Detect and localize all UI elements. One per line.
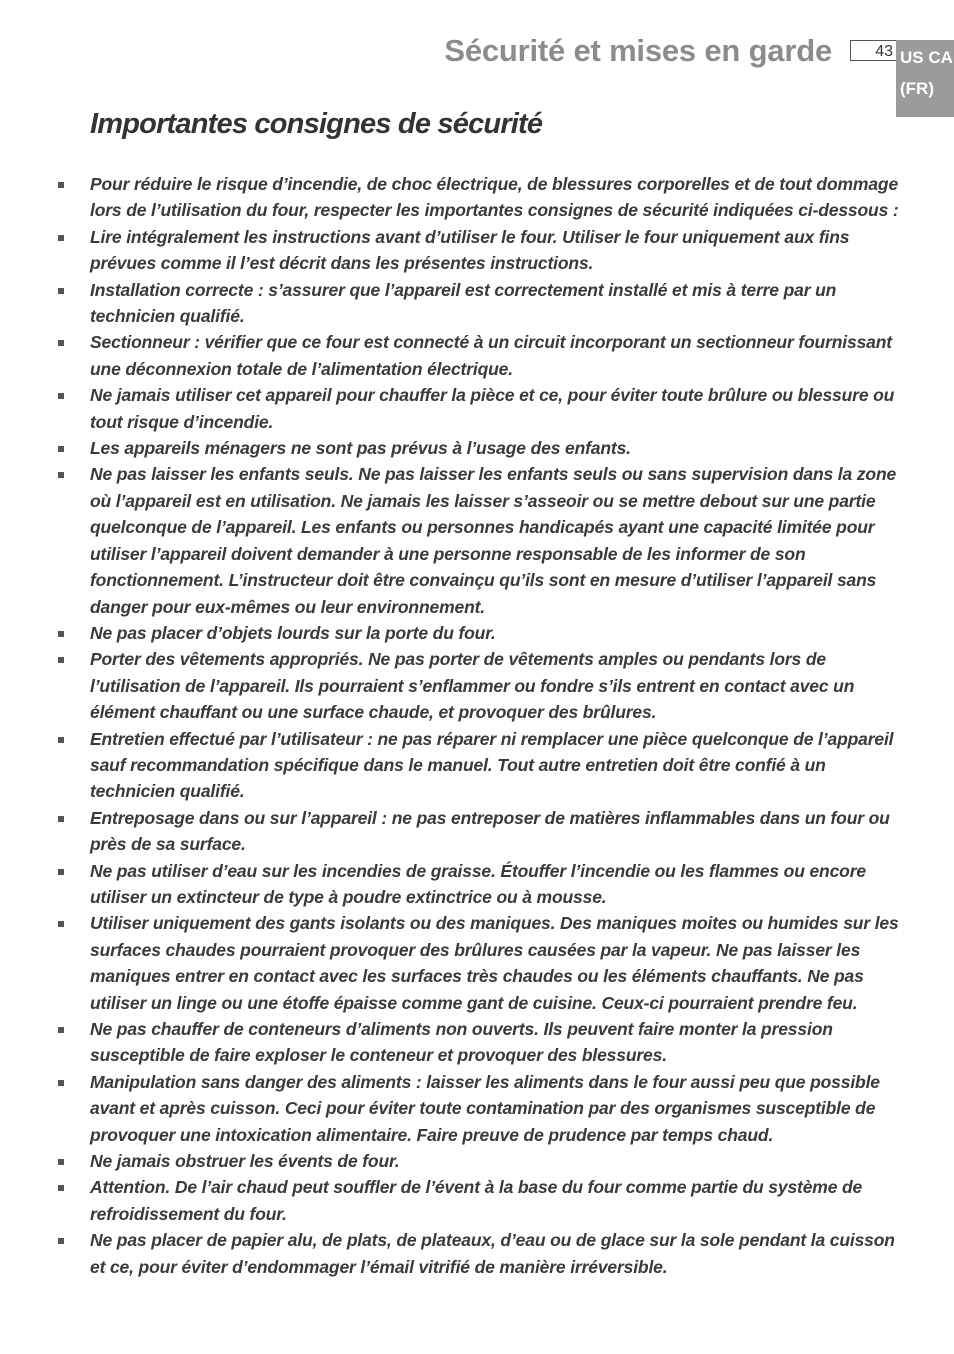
bullet-icon [58,446,64,452]
list-item [0,858,900,911]
bullet-icon [58,1080,64,1086]
list-item-text: Ne pas laisser les enfants seuls. Ne pas laisser les enfants seuls ou sans supervision dans la zone où l’appareil est en utilisation. Ne jamais les laisser s’asseoir ou se mettre debout sur une partie quelconque de l’appareil. Les enfants ou personnes handicapés ayant une capacité limitée pour utiliser l’appareil doivent demander à une personne responsable de les informer de son fonctionnement. L’instructeur doit être convainçu qu’ils sont en mesure d’utiliser l’appareil sans danger pour eux-mêmes ou leur environnement. [90,464,897,617]
bullet-icon [58,921,64,927]
bullet-icon [58,288,64,294]
bullet-icon [58,472,64,478]
region-tab [896,40,954,117]
list-item-text: Ne pas placer d’objets lourds sur la porte du four. [90,622,496,643]
region-tab-line2: (FR) [900,79,934,98]
list-item-text: Lire intégralement les instructions avant d’utiliser le four. Utiliser le four uniquement aux fins prévues comme il l’est décrit dans les présentes instructions. [90,226,850,274]
list-item [0,461,900,619]
bullet-icon [58,1238,64,1244]
bullet-icon [58,869,64,875]
bullet-icon [58,1185,64,1191]
bullet-icon [58,1027,64,1033]
list-item-text: Ne pas chauffer de conteneurs d’aliments non ouverts. Ils peuvent faire monter la pression susceptible de faire exploser le conteneur et provoquer des blessures. [90,1019,833,1066]
list-item [0,726,900,805]
list-item-text: Installation correcte : s’assurer que l’appareil est correctement installé et mis à terre par un technicien qualifié. [90,279,837,327]
list-item-text: Entretien effectué par l’utilisateur : ne pas réparer ni remplacer une pièce quelconque de l’appareil sauf recommandation spécifique dans le manuel. Tout autre entretien doit être confié à un technicien qualifié. [90,728,894,802]
bullet-icon [58,1159,64,1165]
list-item [0,1069,900,1148]
list-item [0,805,900,858]
list-item [0,1174,900,1227]
list-item-text: Sectionneur : vérifier que ce four est connecté à un circuit incorporant un sectionneur fournissant une déconnexion totale de l’alimentation électrique. [90,332,892,379]
list-item [0,329,900,382]
list-item [0,1227,900,1280]
list-item-text: Porter des vêtements appropriés. Ne pas porter de vêtements amples ou pendants lors de l’utilisation de l’appareil. Ils pourraient s’enflammer ou fondre s’ils entrent en contact avec un élément chauffant ou une surface chaude, et provoquer des brûlures. [90,649,855,723]
bullet-icon [58,393,64,399]
list-item-text: Attention. De l’air chaud peut souffler de l’évent à la base du four comme partie du système de refroidissement du four. [90,1177,863,1224]
bullet-icon [58,235,64,241]
list-item [0,1148,900,1174]
list-item [0,277,900,330]
list-item [0,435,900,461]
list-item-text: Ne pas utiliser d’eau sur les incendies de graisse. Étouffer l’incendie ou les flammes ou encore utiliser un extincteur de type à poudre extinctrice ou à mousse. [90,860,866,907]
list-item [0,1016,900,1069]
list-item [0,171,900,224]
list-item [0,382,900,435]
list-item [0,646,900,725]
page-number: 43 [850,40,896,61]
page-title: Sécurité et mises en garde [444,33,832,68]
list-item-text: Manipulation sans danger des aliments : laisser les aliments dans le four aussi peu que possible avant et après cuisson. Ceci pour éviter toute contamination par des organismes susceptible de provoquer une intoxication alimentaire. Faire preuve de prudence par temps chaud. [90,1071,880,1145]
safety-instructions-list [0,171,954,1280]
section-heading: Importantes consignes de sécurité [90,108,543,140]
list-item-text: Les appareils ménagers ne sont pas prévus à l’usage des enfants. [90,438,631,459]
region-tab-line1: US CA [900,48,953,67]
bullet-icon [58,737,64,743]
list-item-text: Ne jamais utiliser cet appareil pour chauffer la pièce et ce, pour éviter toute brûlure ou blessure ou tout risque d’incendie. [90,385,895,432]
bullet-icon [58,631,64,637]
list-item [0,620,900,646]
bullet-icon [58,182,64,188]
list-item-text: Ne jamais obstruer les évents de four. [90,1151,400,1172]
bullet-icon [58,657,64,663]
list-item-text: Pour réduire le risque d’incendie, de choc électrique, de blessures corporelles et de tout dommage lors de l’utilisation du four, respecter les importantes consignes de sécurité indiquées ci-dessous : [90,174,899,221]
bullet-icon [58,816,64,822]
bullet-icon [58,340,64,346]
list-item-text: Ne pas placer de papier alu, de plats, de plateaux, d’eau ou de glace sur la sole pendant la cuisson et ce, pour éviter d’endommager l’émail vitrifié de manière irréversible. [90,1230,895,1277]
list-item-text: Entreposage dans ou sur l’appareil : ne pas entreposer de matières inflammables dans un four ou près de sa surface. [90,807,890,855]
list-item-text: Utiliser uniquement des gants isolants ou des maniques. Des maniques moites ou humides sur les surfaces chaudes pourraient provoquer des brûlures causées par la vapeur. Ne pas laisser les maniques entrer en contact avec les surfaces très chaudes ou les éléments chauffants. Ne pas utiliser un linge ou une étoffe épaisse comme gant de cuisine. Ceux-ci pourraient prendre feu. [90,913,899,1013]
list-item [0,910,900,1016]
list-item [0,224,900,277]
